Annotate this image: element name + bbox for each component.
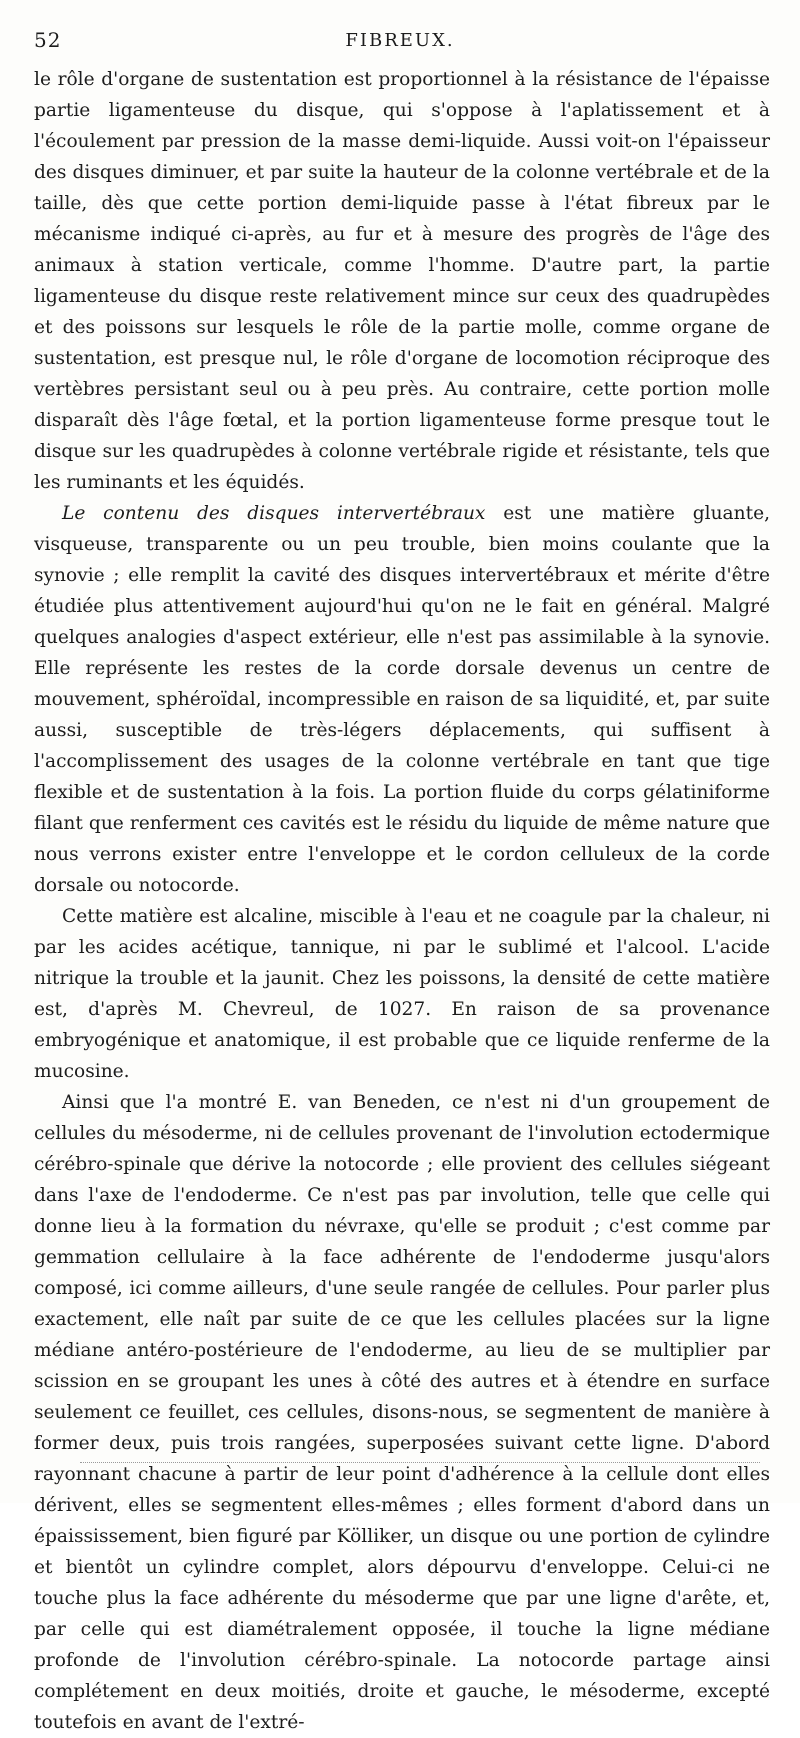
running-head: FIBREUX.	[345, 30, 455, 51]
paragraph-3	[34, 901, 770, 1087]
paragraph-4-text: Ainsi que l'a montré E. van Beneden, ce n'est ni d'un groupement de cellules du mésoderme, ni de cellules provenant de l'involution ectodermique cérébro-spinale que dérive la notocorde ; elle provient des cellules siégeant dans l'axe de l'endoderme. Ce n'est pas par involution, telle que celle qui donne lieu à la formation du névraxe, qu'elle se produit ; c'est comme par gemmation cellulaire à la face adhérente de l'endoderme jusqu'alors composé, ici comme ailleurs, d'une seule rangée de cellules. Pour parler plus exactement, elle naît par suite de ce que les cellules placées sur la ligne médiane antéro-postérieure de l'endoderme, au lieu de se multiplier par scission en se groupant les unes à côté des autres et à étendre en surface seulement ce feuillet, ces cellules, disons-nous, se segmentent de manière à former deux, puis trois rangées, superposées suivant cette ligne. D'abord rayonnant chacune à partir de leur point d'adhérence à la cellule dont elles dérivent, elles se segmentent elles-mêmes ; elles forment d'abord dans un épaississement, bien figuré par Kölliker, un disque ou une portion de cylindre et bientôt un cylindre complet, alors dépourvu d'enveloppe. Celui-ci ne touche plus la face adhérente du mésoderme que par une ligne d'arête, et, par celle qui est diamétralement opposée, il touche la ligne médiane profonde de l'involution cérébro-spinale. La notocorde partage ainsi complétement en deux moitiés, droite et gauche, le mésoderme, excepté toutefois en avant de l'extré-	[34, 1092, 770, 1733]
paragraph-3-text: Cette matière est alcaline, miscible à l'eau et ne coagule par la chaleur, ni par les acides acétique, tannique, ni par le sublimé et l'alcool. L'acide nitrique la trouble et la jaunit. Chez les poissons, la densité de cette matière est, d'après M. Chevreul, de 1027. En raison de sa provenance embryogénique et anatomique, il est probable que ce liquide renferme de la mucosine.	[34, 906, 770, 1082]
page-number: 52	[34, 28, 62, 52]
paragraph-2	[34, 498, 770, 901]
paragraph-1-text: le rôle d'organe de sustentation est proportionnel à la résistance de l'épaisse partie ligamenteuse du disque, qui s'oppose à l'aplatissement et à l'écoulement par pression de la masse demi-liquide. Aussi voit-on l'épaisseur des disques diminuer, et par suite la hauteur de la colonne vertébrale et de la taille, dès que cette portion demi-liquide passe à l'état fibreux par le mécanisme indiqué ci-après, au fur et à mesure des progrès de l'âge des animaux à station verticale, comme l'homme. D'autre part, la partie ligamenteuse du disque reste relativement mince sur ceux des quadrupèdes et des poissons sur lesquels le rôle de la partie molle, comme organe de sustentation, est presque nul, le rôle d'organe de locomotion réciproque des vertèbres persistant seul ou à peu près. Au contraire, cette portion molle disparaît dès l'âge fœtal, et la portion ligamenteuse forme presque tout le disque sur les quadrupèdes à colonne vertébrale rigide et résistante, tels que les ruminants et les équidés.	[34, 69, 770, 493]
paragraph-4	[34, 1087, 770, 1738]
body-text	[34, 64, 770, 1738]
paragraph-2-text: est une matière gluante, visqueuse, transparente ou un peu trouble, bien moins coulante que la synovie ; elle remplit la cavité des disques intervertébraux et mérite d'être étudiée plus attentivement aujourd'hui qu'on ne le fait en général. Malgré quelques analogies d'aspect extérieur, elle n'est pas assimilable à la synovie. Elle représente les restes de la corde dorsale devenus un centre de mouvement, sphéroïdal, incompressible en raison de sa liquidité, et, par suite aussi, susceptible de très-légers déplacements, qui suffisent à l'accomplissement des usages de la colonne vertébrale en tant que tige flexible et de sustentation à la fois. La portion fluide du corps gélatiniforme filant que renferment ces cavités est le résidu du liquide de même nature que nous verrons exister entre l'enveloppe et le cordon celluleux de la corde dorsale ou notocorde.	[34, 503, 770, 896]
footer-rule	[80, 1462, 760, 1463]
paragraph-2-lead: Le contenu des disques intervertébraux	[62, 503, 486, 524]
paragraph-1	[34, 64, 770, 498]
